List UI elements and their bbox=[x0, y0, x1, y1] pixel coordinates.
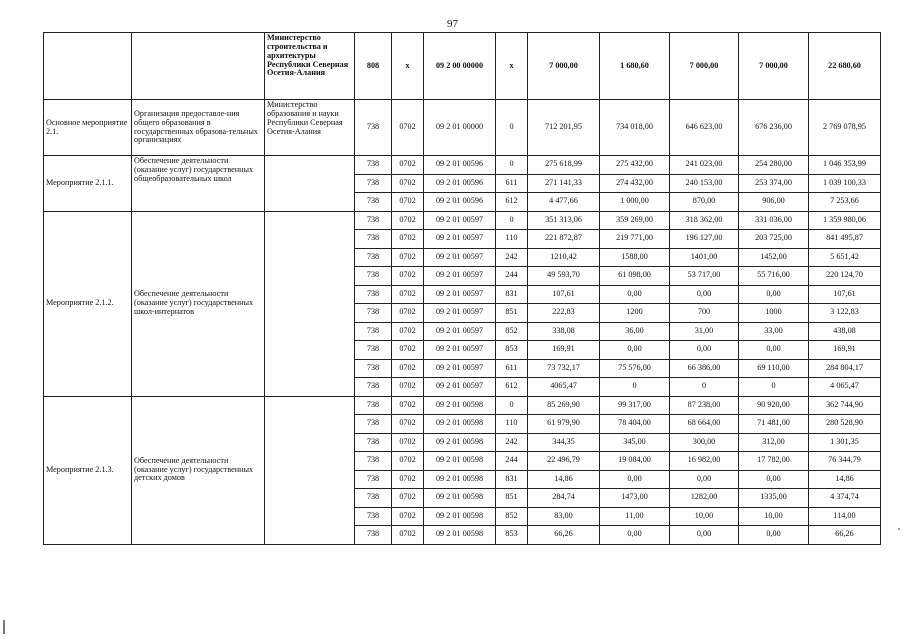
table-cell: 49 593,70 bbox=[528, 267, 600, 286]
table-cell: 203 725,00 bbox=[739, 230, 809, 249]
table-cell: 09 2 01 00598 bbox=[424, 489, 496, 508]
table-cell: 0702 bbox=[392, 174, 424, 193]
table-cell: 110 bbox=[496, 230, 528, 249]
table-cell: 738 bbox=[355, 470, 392, 489]
table-cell: 275 432,00 bbox=[600, 156, 670, 175]
table-cell: 221 872,87 bbox=[528, 230, 600, 249]
table-cell: 4 477,66 bbox=[528, 193, 600, 212]
responsible-ministry-cell bbox=[265, 396, 355, 544]
table-cell: 0 bbox=[496, 211, 528, 230]
table-cell: 1335,00 bbox=[739, 489, 809, 508]
table-cell: 09 2 01 00597 bbox=[424, 211, 496, 230]
table-cell: 0 bbox=[739, 378, 809, 397]
table-cell: 220 124,70 bbox=[809, 267, 881, 286]
table-cell: 1210,42 bbox=[528, 248, 600, 267]
table-cell: 110 bbox=[496, 415, 528, 434]
table-cell: 338,08 bbox=[528, 322, 600, 341]
table-cell: 1401,00 bbox=[670, 248, 739, 267]
table-cell: 734 018,00 bbox=[600, 100, 670, 156]
activity-description-cell: Обеспечение деятельности (оказание услуг) государственных детских домов bbox=[132, 396, 265, 544]
table-cell: 242 bbox=[496, 433, 528, 452]
table-cell: 99 317,00 bbox=[600, 396, 670, 415]
table-cell: 09 2 01 00597 bbox=[424, 304, 496, 323]
table-cell: 31,00 bbox=[670, 322, 739, 341]
table-cell: 4065,47 bbox=[528, 378, 600, 397]
table-cell bbox=[44, 33, 132, 100]
table-cell: 275 618,99 bbox=[528, 156, 600, 175]
table-cell: 09 2 01 00596 bbox=[424, 156, 496, 175]
table-cell: 09 2 01 00596 bbox=[424, 174, 496, 193]
table-cell: 09 2 01 00597 bbox=[424, 267, 496, 286]
table-cell: 22 496,79 bbox=[528, 452, 600, 471]
table-cell: 09 2 01 00598 bbox=[424, 507, 496, 526]
table-cell: 738 bbox=[355, 174, 392, 193]
table-cell: 0702 bbox=[392, 452, 424, 471]
table-cell: 240 153,00 bbox=[670, 174, 739, 193]
table-row bbox=[44, 33, 881, 100]
table-cell: 0702 bbox=[392, 507, 424, 526]
table-cell: 11,00 bbox=[600, 507, 670, 526]
table-cell: 852 bbox=[496, 322, 528, 341]
table-cell: 274 432,00 bbox=[600, 174, 670, 193]
table-cell: 222,83 bbox=[528, 304, 600, 323]
responsible-ministry-cell: Министерство образования и науки Республики Северная Осетия-Алания bbox=[265, 100, 355, 156]
table-cell: 1282,00 bbox=[670, 489, 739, 508]
table-cell: 0702 bbox=[392, 433, 424, 452]
table-cell: 7 253,66 bbox=[809, 193, 881, 212]
scan-artifact bbox=[3, 620, 5, 634]
table-cell: 19 084,00 bbox=[600, 452, 670, 471]
table-cell: 0702 bbox=[392, 193, 424, 212]
table-row bbox=[44, 100, 881, 156]
activity-name-cell: Мероприятие 2.1.1. bbox=[44, 156, 132, 212]
table-cell: 0 bbox=[600, 378, 670, 397]
table-cell: 280 528,90 bbox=[809, 415, 881, 434]
table-cell: 906,00 bbox=[739, 193, 809, 212]
table-cell: 09 2 01 00597 bbox=[424, 248, 496, 267]
table-cell: 0,00 bbox=[600, 285, 670, 304]
table-cell: 14,86 bbox=[528, 470, 600, 489]
table-cell: 169,91 bbox=[528, 341, 600, 360]
table-cell: 1000 bbox=[739, 304, 809, 323]
table-cell: 0702 bbox=[392, 100, 424, 156]
table-cell: 0702 bbox=[392, 322, 424, 341]
table-cell: 331 036,00 bbox=[739, 211, 809, 230]
table-cell: 4 065,47 bbox=[809, 378, 881, 397]
table-cell: 4 374,74 bbox=[809, 489, 881, 508]
table-cell: 33,00 bbox=[739, 322, 809, 341]
table-cell: 1452,00 bbox=[739, 248, 809, 267]
table-cell: 738 bbox=[355, 378, 392, 397]
table-cell: 738 bbox=[355, 304, 392, 323]
table-cell: 0,00 bbox=[600, 341, 670, 360]
table-cell: 09 2 01 00596 bbox=[424, 193, 496, 212]
budget-table bbox=[43, 32, 881, 545]
table-cell: 700 bbox=[670, 304, 739, 323]
table-cell: 738 bbox=[355, 452, 392, 471]
table-cell: 0702 bbox=[392, 396, 424, 415]
table-cell: 0,00 bbox=[670, 470, 739, 489]
table-cell: 612 bbox=[496, 193, 528, 212]
table-cell: 36,00 bbox=[600, 322, 670, 341]
table-cell: 55 716,00 bbox=[739, 267, 809, 286]
table-cell: 351 313,06 bbox=[528, 211, 600, 230]
table-cell: 0702 bbox=[392, 248, 424, 267]
table-cell: 0,00 bbox=[739, 470, 809, 489]
responsible-ministry-cell bbox=[265, 211, 355, 396]
table-cell: 738 bbox=[355, 230, 392, 249]
table-cell: 851 bbox=[496, 489, 528, 508]
responsible-ministry-cell bbox=[265, 156, 355, 212]
table-cell: 254 280,00 bbox=[739, 156, 809, 175]
table-cell: 271 141,33 bbox=[528, 174, 600, 193]
responsible-ministry-cell: Министерство строительства и архитектуры Республики Северная Осетия-Алания bbox=[265, 33, 355, 100]
table-cell: 284,74 bbox=[528, 489, 600, 508]
table-cell: 611 bbox=[496, 359, 528, 378]
table-cell: x bbox=[496, 33, 528, 100]
table-cell: 69 110,00 bbox=[739, 359, 809, 378]
table-cell: 09 2 01 00597 bbox=[424, 378, 496, 397]
table-cell: 73 732,17 bbox=[528, 359, 600, 378]
table-cell: 09 2 01 00598 bbox=[424, 396, 496, 415]
table-cell: 831 bbox=[496, 285, 528, 304]
table-cell: 71 481,00 bbox=[739, 415, 809, 434]
table-cell: 241 023,00 bbox=[670, 156, 739, 175]
table-cell: 852 bbox=[496, 507, 528, 526]
table-cell: 345,00 bbox=[600, 433, 670, 452]
table-cell: 284 804,17 bbox=[809, 359, 881, 378]
table-cell: 16 982,00 bbox=[670, 452, 739, 471]
table-cell: 841 495,87 bbox=[809, 230, 881, 249]
table-cell: 738 bbox=[355, 526, 392, 545]
activity-description-cell: Обеспечение деятельности (оказание услуг) государственных общеобразовательных школ bbox=[132, 156, 265, 212]
table-cell: 107,61 bbox=[809, 285, 881, 304]
table-cell: 0 bbox=[670, 378, 739, 397]
table-cell: 09 2 01 00598 bbox=[424, 470, 496, 489]
table-cell: 169,91 bbox=[809, 341, 881, 360]
activity-name-cell: Мероприятие 2.1.2. bbox=[44, 211, 132, 396]
table-cell: 0,00 bbox=[739, 285, 809, 304]
table-cell: 09 2 01 00597 bbox=[424, 322, 496, 341]
table-cell: 1 359 980,06 bbox=[809, 211, 881, 230]
table-cell: 53 717,00 bbox=[670, 267, 739, 286]
table-cell: 0702 bbox=[392, 285, 424, 304]
table-cell: 0 bbox=[496, 396, 528, 415]
table-cell: 870,00 bbox=[670, 193, 739, 212]
table-cell: 318 362,00 bbox=[670, 211, 739, 230]
table-cell: 68 664,00 bbox=[670, 415, 739, 434]
table-cell: 78 404,00 bbox=[600, 415, 670, 434]
table-cell: 2 769 078,95 bbox=[809, 100, 881, 156]
page-number: 97 bbox=[447, 18, 458, 30]
table-row bbox=[44, 396, 881, 415]
table-cell: 09 2 01 00598 bbox=[424, 433, 496, 452]
table-cell: 75 576,00 bbox=[600, 359, 670, 378]
table-cell: 738 bbox=[355, 100, 392, 156]
table-cell: 0,00 bbox=[739, 341, 809, 360]
table-cell: 738 bbox=[355, 193, 392, 212]
table-cell: 0,00 bbox=[739, 526, 809, 545]
table-cell: 107,61 bbox=[528, 285, 600, 304]
table-cell: 66,26 bbox=[528, 526, 600, 545]
table-cell: 0,00 bbox=[670, 526, 739, 545]
table-cell: 76 344,79 bbox=[809, 452, 881, 471]
table-cell: 1 000,00 bbox=[600, 193, 670, 212]
table-cell: 0702 bbox=[392, 470, 424, 489]
table-cell: 17 782,00 bbox=[739, 452, 809, 471]
table-cell: 738 bbox=[355, 415, 392, 434]
table-cell: 09 2 01 00597 bbox=[424, 359, 496, 378]
table-cell: 300,00 bbox=[670, 433, 739, 452]
table-cell: 66,26 bbox=[809, 526, 881, 545]
table-cell: 1 039 100,33 bbox=[809, 174, 881, 193]
table-cell: 0702 bbox=[392, 211, 424, 230]
table-cell: 611 bbox=[496, 174, 528, 193]
table-cell: 808 bbox=[355, 33, 392, 100]
table-cell: 676 236,00 bbox=[739, 100, 809, 156]
table-cell: 3 122,83 bbox=[809, 304, 881, 323]
table-cell: 612 bbox=[496, 378, 528, 397]
table-cell: 14,86 bbox=[809, 470, 881, 489]
table-cell: 10,00 bbox=[739, 507, 809, 526]
table-cell: 244 bbox=[496, 452, 528, 471]
table-cell: 22 680,60 bbox=[809, 33, 881, 100]
table-cell: 438,08 bbox=[809, 322, 881, 341]
table-cell: 09 2 01 00597 bbox=[424, 285, 496, 304]
table-cell: 7 000,00 bbox=[739, 33, 809, 100]
table-cell: 738 bbox=[355, 433, 392, 452]
table-cell: 738 bbox=[355, 396, 392, 415]
table-cell: 0702 bbox=[392, 341, 424, 360]
table-cell: 1 301,35 bbox=[809, 433, 881, 452]
table-cell: 0,00 bbox=[670, 341, 739, 360]
table-cell: 738 bbox=[355, 359, 392, 378]
table-cell: x bbox=[392, 33, 424, 100]
table-cell: 7 000,00 bbox=[670, 33, 739, 100]
activity-description-cell: Организация предоставле-ния общего образования в государственных образова-тельных организациях bbox=[132, 100, 265, 156]
table-cell: 738 bbox=[355, 507, 392, 526]
table-cell: 738 bbox=[355, 267, 392, 286]
table-cell: 738 bbox=[355, 248, 392, 267]
table-cell: 114,00 bbox=[809, 507, 881, 526]
table-cell: 0702 bbox=[392, 359, 424, 378]
table-cell: 712 201,95 bbox=[528, 100, 600, 156]
table-cell: 831 bbox=[496, 470, 528, 489]
table-cell: 1 046 353,99 bbox=[809, 156, 881, 175]
table-cell: 646 623,00 bbox=[670, 100, 739, 156]
table-cell: 738 bbox=[355, 156, 392, 175]
table-cell: 90 920,00 bbox=[739, 396, 809, 415]
table-cell: 09 2 01 00598 bbox=[424, 415, 496, 434]
activity-name-cell: Мероприятие 2.1.3. bbox=[44, 396, 132, 544]
table-cell: 0,00 bbox=[600, 526, 670, 545]
table-cell: 853 bbox=[496, 526, 528, 545]
table-cell: 09 2 00 00000 bbox=[424, 33, 496, 100]
table-cell: 738 bbox=[355, 489, 392, 508]
table-cell: 0 bbox=[496, 156, 528, 175]
table-cell: 10,00 bbox=[670, 507, 739, 526]
table-cell: 1 680,60 bbox=[600, 33, 670, 100]
table-cell: 738 bbox=[355, 285, 392, 304]
table-cell: 61 098,00 bbox=[600, 267, 670, 286]
table-cell: 344,35 bbox=[528, 433, 600, 452]
table-cell: 738 bbox=[355, 211, 392, 230]
table-cell: 0702 bbox=[392, 304, 424, 323]
table-cell: 853 bbox=[496, 341, 528, 360]
table-cell: 1200 bbox=[600, 304, 670, 323]
table-cell: 0,00 bbox=[670, 285, 739, 304]
table-cell: 362 744,90 bbox=[809, 396, 881, 415]
table-cell: 87 238,00 bbox=[670, 396, 739, 415]
table-cell: 196 127,00 bbox=[670, 230, 739, 249]
table-cell: 1473,00 bbox=[600, 489, 670, 508]
table-cell: 09 2 01 00000 bbox=[424, 100, 496, 156]
table-cell: 0 bbox=[496, 100, 528, 156]
table-cell: 738 bbox=[355, 341, 392, 360]
table-cell: 7 000,00 bbox=[528, 33, 600, 100]
activity-name-cell: Основное мероприятие 2.1. bbox=[44, 100, 132, 156]
table-cell: 09 2 01 00598 bbox=[424, 526, 496, 545]
table-cell: 0702 bbox=[392, 415, 424, 434]
table-cell: 09 2 01 00598 bbox=[424, 452, 496, 471]
table-cell bbox=[132, 33, 265, 100]
table-cell: 219 771,00 bbox=[600, 230, 670, 249]
table-cell: 253 374,00 bbox=[739, 174, 809, 193]
table-cell: 0702 bbox=[392, 526, 424, 545]
table-cell: 0702 bbox=[392, 230, 424, 249]
table-cell: 09 2 01 00597 bbox=[424, 341, 496, 360]
table-row bbox=[44, 211, 881, 230]
table-cell: 1588,00 bbox=[600, 248, 670, 267]
activity-description-cell: Обеспечение деятельности (оказание услуг) государственных школ-интернатов bbox=[132, 211, 265, 396]
table-cell: 09 2 01 00597 bbox=[424, 230, 496, 249]
table-cell: 359 269,00 bbox=[600, 211, 670, 230]
table-cell: 242 bbox=[496, 248, 528, 267]
table-cell: 66 386,00 bbox=[670, 359, 739, 378]
table-cell: 851 bbox=[496, 304, 528, 323]
table-cell: 83,00 bbox=[528, 507, 600, 526]
table-cell: 85 269,90 bbox=[528, 396, 600, 415]
table-cell: 0,00 bbox=[600, 470, 670, 489]
table-cell: 0702 bbox=[392, 378, 424, 397]
table-cell: 244 bbox=[496, 267, 528, 286]
table-cell: 312,00 bbox=[739, 433, 809, 452]
table-cell: 61 979,90 bbox=[528, 415, 600, 434]
table-cell: 738 bbox=[355, 322, 392, 341]
table-cell: 0702 bbox=[392, 156, 424, 175]
table-row bbox=[44, 156, 881, 175]
table-cell: 0702 bbox=[392, 489, 424, 508]
table-cell: 0702 bbox=[392, 267, 424, 286]
scan-artifact bbox=[898, 528, 900, 530]
table-cell: 5 651,42 bbox=[809, 248, 881, 267]
